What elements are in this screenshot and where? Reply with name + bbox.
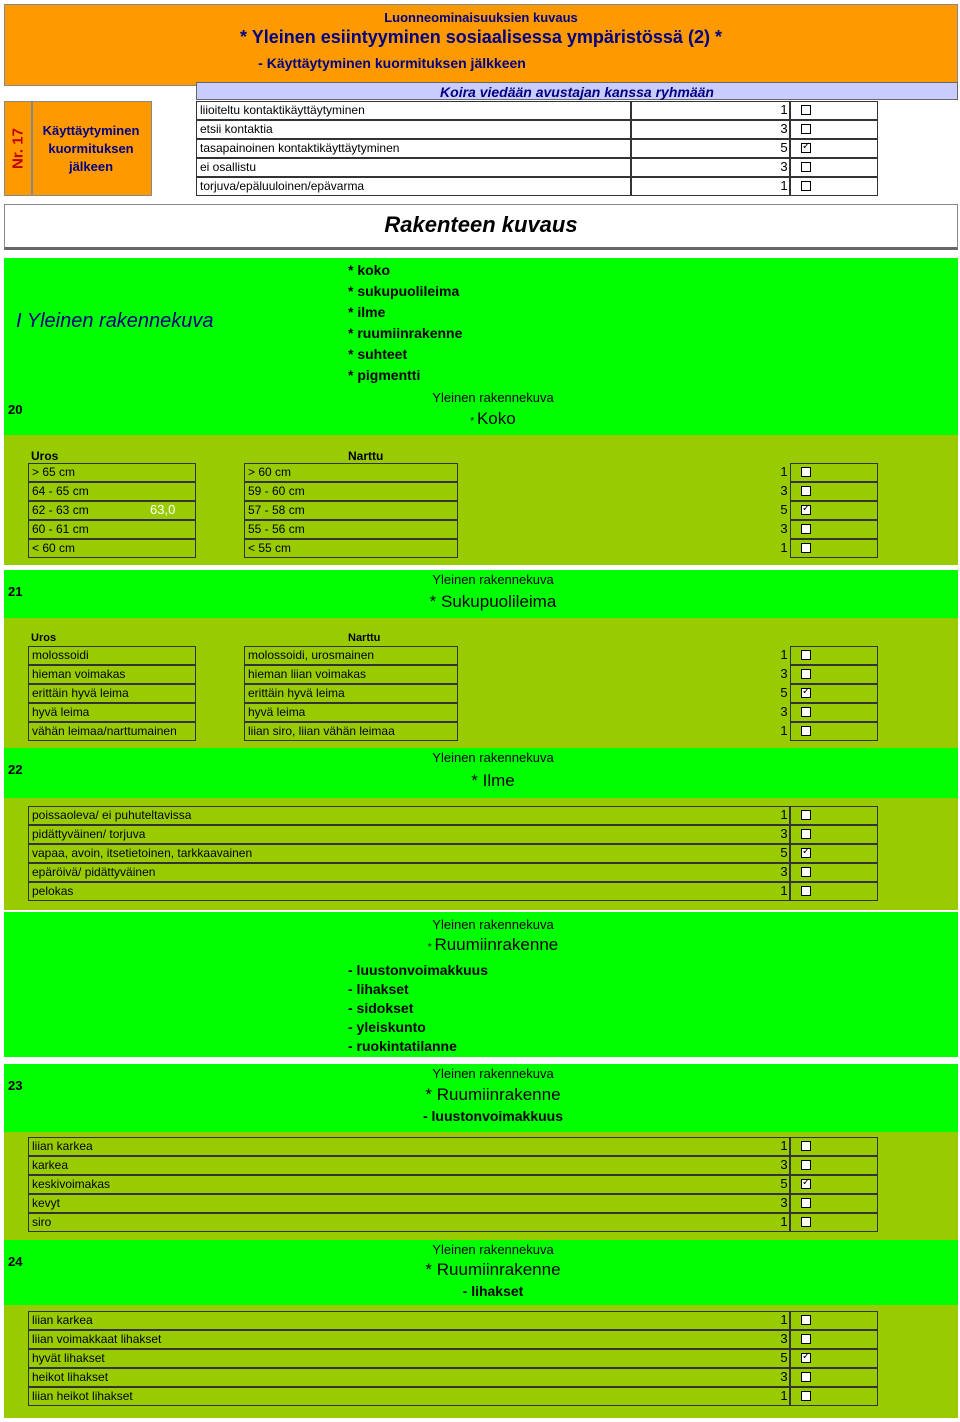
behaviour-row: liioiteltu kontaktikäyttäytyminen (196, 101, 631, 120)
s23-score-cell (790, 1137, 878, 1156)
s23-row: karkea (28, 1156, 790, 1175)
behaviour-row: torjuva/epäluuloinen/epävarma (196, 177, 631, 196)
s20-score-cell (790, 520, 878, 539)
s24-number: 24 (8, 1254, 23, 1269)
s22-score: 3 (780, 864, 788, 879)
general-item: * pigmentti (348, 367, 421, 383)
s22-score: 1 (780, 807, 788, 822)
s23-number: 23 (8, 1078, 23, 1093)
body-item: - lihakset (348, 981, 409, 997)
s23-score: 5 (780, 1176, 788, 1191)
s21-score: 3 (780, 666, 788, 681)
s24-subtitle: - lihakset (462, 1283, 524, 1299)
s20-title-text: Koko (476, 409, 516, 428)
s24-score-cell (790, 1387, 878, 1406)
s22-score-cell (790, 806, 878, 825)
s24-score: 3 (780, 1331, 788, 1346)
header-line2: * Yleinen esiintyyminen sosiaalisessa ympäristössä (2) * (240, 27, 722, 47)
s21-score: 5 (780, 685, 788, 700)
s24-score: 5 (780, 1350, 788, 1365)
s22-row: pelokas (28, 882, 790, 901)
s21-male: vähän leimaa/narttumainen (28, 722, 196, 741)
behaviour-checkbox[interactable] (801, 124, 811, 134)
behaviour-score: 1 (780, 178, 788, 193)
s21-score-cell (790, 722, 878, 741)
s24-title: * Ruumiinrakenne (425, 1260, 561, 1279)
s21-male: molossoidi (28, 646, 196, 665)
s23-score: 1 (780, 1214, 788, 1229)
behaviour-row-empty (631, 101, 790, 120)
s21-female: erittäin hyvä leima (244, 684, 458, 703)
behaviour-checkbox[interactable] (801, 105, 811, 115)
behaviour-score: 3 (780, 159, 788, 174)
behaviour-row-empty (631, 158, 790, 177)
general-item: * ilme (348, 304, 386, 320)
s24-score-cell (790, 1368, 878, 1387)
s22-score-cell (790, 882, 878, 901)
behaviour-checkbox[interactable] (801, 162, 811, 172)
s23-row: keskivoimakas (28, 1175, 790, 1194)
s21-score: 1 (780, 723, 788, 738)
s22-title: * Ilme (471, 771, 515, 790)
s21-uros: Uros (31, 632, 57, 644)
s21-female: molossoidi, urosmainen (244, 646, 458, 665)
s21-female: hieman liian voimakas (244, 665, 458, 684)
s23-row: kevyt (28, 1194, 790, 1213)
s21-score-cell (790, 646, 878, 665)
s21-sub: Yleinen rakennekuva (432, 572, 554, 587)
s24-row: liian karkea (28, 1311, 790, 1330)
header-line3: - Käyttäytyminen kuormituksen jälkkeen (258, 55, 526, 71)
s20-female: 55 - 56 cm (244, 520, 458, 539)
s21-number: 21 (8, 584, 23, 599)
s20-score: 1 (780, 540, 788, 555)
s24-row: liian voimakkaat lihakset (28, 1330, 790, 1349)
body-title-text: Ruumiinrakenne (434, 935, 559, 954)
s20-female: 59 - 60 cm (244, 482, 458, 501)
s20-male: < 60 cm (28, 539, 196, 558)
s21-female: liian siro, liian vähän leimaa (244, 722, 458, 741)
body-item: - sidokset (348, 1000, 414, 1016)
behaviour-row: ei osallistu (196, 158, 631, 177)
s21-title: * Sukupuolileima (429, 592, 557, 611)
s24-score-cell (790, 1330, 878, 1349)
body-item: - luustonvoimakkuus (348, 962, 489, 978)
s22-score: 5 (780, 845, 788, 860)
s20-narttu: Narttu (348, 449, 384, 463)
side-label: Käyttäytyminen kuormituksen jälkeen (42, 123, 140, 174)
body-item: - ruokintatilanne (348, 1038, 457, 1054)
s20-value: 63,0 (150, 502, 176, 517)
behaviour-score: 3 (780, 121, 788, 136)
body-sub: Yleinen rakennekuva (432, 917, 554, 932)
s23-score-cell (790, 1175, 878, 1194)
s23-score-cell (790, 1213, 878, 1232)
s23-sub: Yleinen rakennekuva (432, 1066, 554, 1081)
s20-uros: Uros (31, 449, 59, 463)
body-item: - yleiskunto (348, 1019, 426, 1035)
s22-score-cell (790, 825, 878, 844)
structure-title: Rakenteen kuvaus (384, 212, 578, 237)
s24-score-cell (790, 1349, 878, 1368)
s22-number: 22 (8, 762, 23, 777)
s22-row: pidättyväinen/ torjuva (28, 825, 790, 844)
behaviour-score: 5 (780, 140, 788, 155)
s20-female: < 55 cm (244, 539, 458, 558)
s22-row: vapaa, avoin, itsetietoinen, tarkkaavainen (28, 844, 790, 863)
s22-score-cell (790, 844, 878, 863)
s24-score: 1 (780, 1388, 788, 1403)
s22-score: 1 (780, 883, 788, 898)
s21-score-cell (790, 703, 878, 722)
behaviour-row-empty (631, 120, 790, 139)
s20-female: 57 - 58 cm (244, 501, 458, 520)
s20-title (260, 409, 726, 429)
s22-row: poissaoleva/ ei puhuteltavissa (28, 806, 790, 825)
s21-male: hyvä leima (28, 703, 196, 722)
s23-row: liian karkea (28, 1137, 790, 1156)
behaviour-checkbox[interactable] (801, 181, 811, 191)
s23-score: 1 (780, 1138, 788, 1153)
s21-score: 3 (780, 704, 788, 719)
s22-score-cell (790, 863, 878, 882)
s21-score-cell (790, 665, 878, 684)
general-title: I Yleinen rakennekuva (16, 310, 214, 332)
s21-male: erittäin hyvä leima (28, 684, 196, 703)
s20-score: 3 (780, 521, 788, 536)
s20-score-cell (790, 482, 878, 501)
s23-subtitle: - luustonvoimakkuus (422, 1108, 564, 1124)
s20-score: 5 (780, 502, 788, 517)
behaviour-score: 1 (780, 102, 788, 117)
s20-number: 20 (8, 402, 23, 417)
s24-score-cell (790, 1311, 878, 1330)
general-item: * koko (348, 262, 391, 278)
s24-score: 1 (780, 1312, 788, 1327)
s24-sub: Yleinen rakennekuva (432, 1242, 554, 1257)
s21-female: hyvä leima (244, 703, 458, 722)
s20-score-cell (790, 539, 878, 558)
header-subheader: Koira viedään avustajan kanssa ryhmään (196, 82, 958, 100)
s20-score: 3 (780, 483, 788, 498)
s21-narttu: Narttu (348, 632, 381, 644)
s23-score: 3 (780, 1157, 788, 1172)
body-band (4, 912, 958, 1057)
behaviour-row: etsii kontaktia (196, 120, 631, 139)
behaviour-row: tasapainoinen kontaktikäyttäytyminen (196, 139, 631, 158)
s23-score-cell (790, 1156, 878, 1175)
s20-female: > 60 cm (244, 463, 458, 482)
s21-male: hieman voimakas (28, 665, 196, 684)
s20-male: 64 - 65 cm (28, 482, 196, 501)
s20-male: 60 - 61 cm (28, 520, 196, 539)
s23-score: 3 (780, 1195, 788, 1210)
body-star: * (427, 942, 435, 953)
behaviour-row-empty (631, 177, 790, 196)
behaviour-checkbox[interactable] (801, 143, 811, 153)
s22-score: 3 (780, 826, 788, 841)
s23-row: siro (28, 1213, 790, 1232)
s24-score: 3 (780, 1369, 788, 1384)
s20-star: * (470, 416, 477, 427)
s20-score: 1 (780, 464, 788, 479)
s21-score: 1 (780, 647, 788, 662)
s24-row: hyvät lihakset (28, 1349, 790, 1368)
s24-row: liian heikot lihakset (28, 1387, 790, 1406)
s22-row: epäröivä/ pidättyväinen (28, 863, 790, 882)
s20-male: > 65 cm (28, 463, 196, 482)
s20-male: 62 - 63 cm (28, 501, 196, 520)
general-item: * ruumiinrakenne (348, 325, 463, 341)
s20-score-cell (790, 463, 878, 482)
s20-score-cell (790, 501, 878, 520)
behaviour-row-empty (631, 139, 790, 158)
s22-sub: Yleinen rakennekuva (432, 750, 554, 765)
general-item: * suhteet (348, 346, 408, 362)
s23-score-cell (790, 1194, 878, 1213)
s23-title: * Ruumiinrakenne (425, 1085, 561, 1104)
nr-label: Nr. 17 (9, 128, 27, 169)
general-item: * sukupuolileima (348, 283, 460, 299)
s20-sub: Yleinen rakennekuva (432, 390, 554, 405)
header-line1: Luonneominaisuuksien kuvaus (384, 10, 578, 25)
s24-row: heikot lihakset (28, 1368, 790, 1387)
s21-score-cell (790, 684, 878, 703)
body-title (260, 935, 726, 955)
